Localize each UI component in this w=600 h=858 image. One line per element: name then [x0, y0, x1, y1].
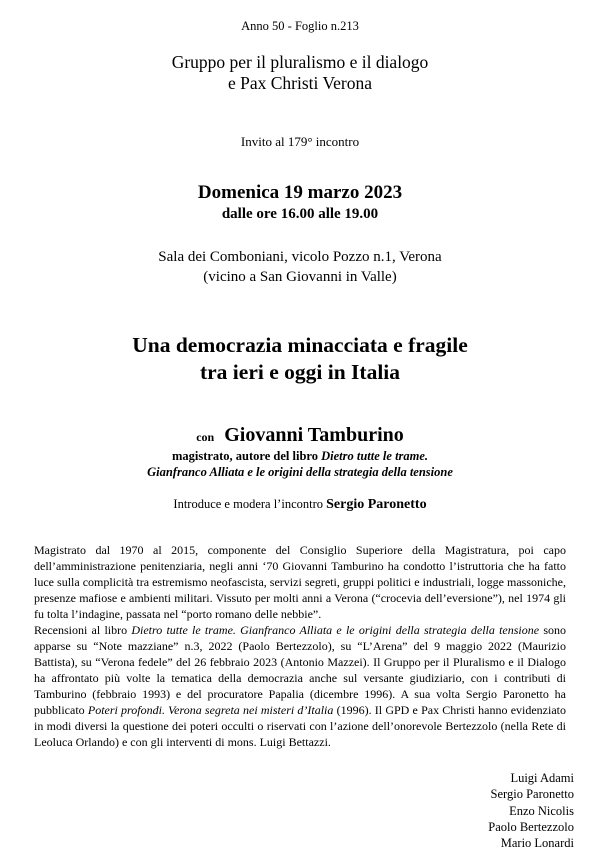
event-time: dalle ore 16.00 alle 19.00: [221, 206, 379, 222]
speaker-role: [0, 448, 600, 480]
signature-name: Sergio Paronetto: [490, 787, 574, 802]
body-text: [34, 542, 566, 750]
signatures: [488, 770, 574, 851]
body-p2-text-a: Recensioni al libro: [34, 623, 132, 637]
organizer-line-1: Gruppo per il pluralismo e il dialogo: [171, 52, 429, 72]
body-paragraph-1: Magistrato dal 1970 al 2015, componente del Consiglio Superiore della Magistratura, poi capo dell’amministrazione penitenziaria, negli anni ‘70 Giovanni Tamburino ha condotto l’istruttoria che ha fatto luce sulla complicità tra estremismo neofascista, servizi segreti, gruppi politici e industriali, logge massoniche, presenze mafiose e ambienti militari. Vissuto per molti anni a Verona (“crocevia dell’eversione”), nel 1974 gli fu tolta l’indagine, passata nel “porto romano delle nebbie”.: [34, 543, 566, 621]
book-title-part-2: Gianfranco Alliata e le origini della strategia della tensione: [147, 465, 453, 479]
speaker-role-line-1: [0, 448, 600, 464]
invite-line: Invito al 179° incontro: [240, 134, 360, 149]
moderator-line: [0, 497, 600, 513]
book-title-part-1: Dietro tutte le trame.: [321, 449, 429, 463]
venue-address: Sala dei Comboniani, vicolo Pozzo n.1, Verona: [158, 249, 442, 265]
event-date: Domenica 19 marzo 2023: [197, 182, 403, 203]
body-p2-book-title: Dietro tutte le trame. Gianfranco Alliata e le origini della strategia della tensione: [131, 623, 540, 637]
moderator-name: Sergio Paronetto: [326, 497, 427, 512]
organizer-heading: [0, 52, 600, 94]
signature-name: Mario Lonardi: [500, 836, 574, 851]
body-p2-text-c: (1996). Il GPD e Pax Christi hanno evidenziato in modi diversi la questione dei poteri occulti o riservati con l’azione dell’onorevole Bertezzolo (nella Rete di Leoluca Orlando) e con gli interventi di mons. Luigi Bettazzi.: [34, 703, 566, 749]
venue-note: (vicino a San Giovanni in Valle): [203, 269, 397, 285]
body-p2-text-b: sono apparse su “Note mazziane” n.3, 2022 (Paolo Bertezzolo), su “L’Arena” del 9 maggio 2022 (Maurizio Battista), su “Verona fedele” del 26 febbraio 2023 (Antonio Mazzei). Il Gruppo per il Pluralismo e il Dialogo ha affrontato più volte la tematica della democrazia anche sul versante giudiziario, con i contributi di Tamburino (febbraio 1993) e del procuratore Papalia (dicembre 1996). A sua volta Sergio Paronetto ha pubblicato: [34, 623, 566, 717]
speaker-name: Giovanni Tamburino: [224, 424, 404, 446]
issue-number: Anno 50 - Foglio n.213: [241, 19, 359, 33]
event-title-line-2: tra ieri e oggi in Italia: [199, 360, 401, 384]
signature-name: Luigi Adami: [510, 771, 574, 785]
event-venue: [0, 247, 600, 287]
speaker-role-prefix: magistrato, autore del libro: [171, 449, 322, 463]
event-title-line-1: Una democrazia minacciata e fragile: [132, 333, 468, 357]
speaker-line: [0, 424, 600, 447]
body-p2-book-title-2: Poteri profondi. Verona segreta nei misteri d’Italia: [87, 703, 334, 717]
signature-name: Enzo Nicolis: [509, 803, 574, 818]
body-paragraph-2: [34, 622, 566, 750]
moderator-text: Introduce e modera l’incontro: [173, 497, 327, 511]
signature-name: Paolo Bertezzolo: [488, 819, 574, 834]
speaker-prefix: con: [196, 430, 215, 444]
event-title: [0, 332, 600, 386]
organizer-line-2: e Pax Christi Verona: [227, 73, 373, 93]
